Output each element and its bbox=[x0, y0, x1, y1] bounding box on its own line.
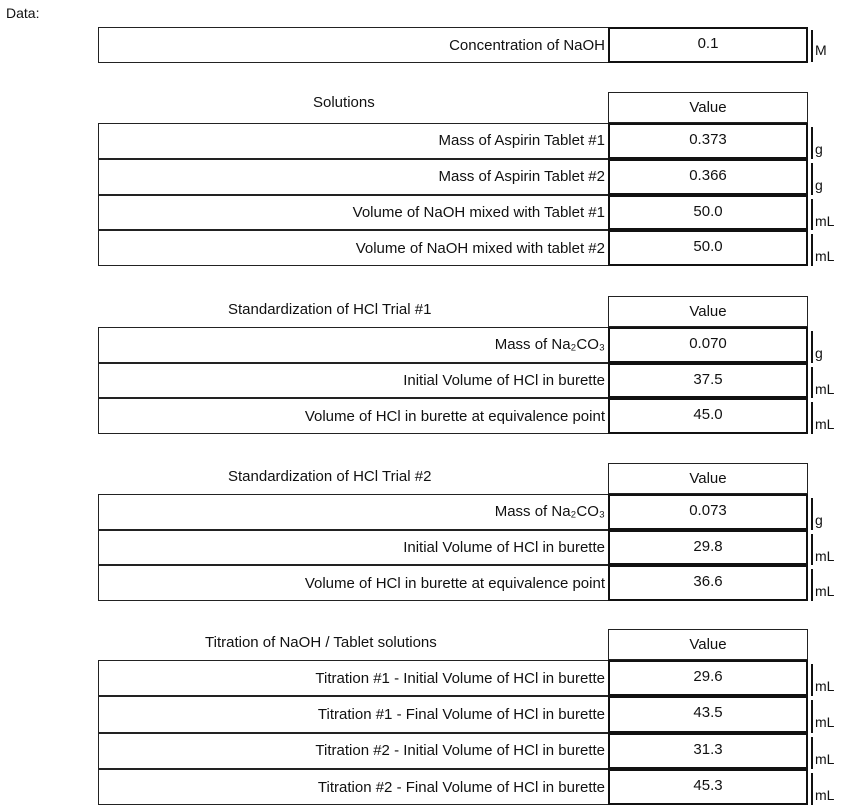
row-value-field[interactable]: 0.366 bbox=[608, 159, 808, 195]
row-label: Mass of Aspirin Tablet #1 bbox=[98, 123, 610, 159]
row-unit: mL bbox=[811, 569, 834, 601]
row-unit: mL bbox=[811, 737, 834, 769]
row-unit: g bbox=[811, 331, 823, 363]
row-label: Volume of HCl in burette at equivalence point bbox=[98, 565, 610, 601]
row-value-field[interactable]: 0.073 bbox=[608, 494, 808, 530]
section-header: Titration of NaOH / Tablet solutions bbox=[205, 634, 437, 651]
value-column-header: Value bbox=[608, 463, 808, 494]
row-unit: g bbox=[811, 163, 823, 195]
row-label: Titration #1 - Initial Volume of HCl in burette bbox=[98, 660, 610, 696]
row-label: Volume of HCl in burette at equivalence point bbox=[98, 398, 610, 434]
row-label: Titration #2 - Initial Volume of HCl in burette bbox=[98, 733, 610, 769]
section-header: Solutions bbox=[313, 94, 375, 111]
data-title: Data: bbox=[6, 5, 40, 21]
row-unit: mL bbox=[811, 234, 834, 266]
row-value-field[interactable]: 37.5 bbox=[608, 363, 808, 399]
row-value-field[interactable]: 31.3 bbox=[608, 733, 808, 769]
concentration-unit: M bbox=[811, 30, 827, 62]
row-label: Mass of Na₂CO₃ bbox=[98, 327, 610, 363]
row-value-field[interactable]: 29.6 bbox=[608, 660, 808, 696]
row-value-field[interactable]: 45.3 bbox=[608, 769, 808, 805]
row-value-field[interactable]: 36.6 bbox=[608, 565, 808, 601]
row-value-field[interactable]: 29.8 bbox=[608, 530, 808, 566]
row-label: Volume of NaOH mixed with Tablet #1 bbox=[98, 195, 610, 231]
row-value-field[interactable]: 0.070 bbox=[608, 327, 808, 363]
row-unit: mL bbox=[811, 199, 834, 231]
row-value-field[interactable]: 43.5 bbox=[608, 696, 808, 732]
section-header: Standardization of HCl Trial #1 bbox=[228, 301, 432, 318]
row-label: Mass of Aspirin Tablet #2 bbox=[98, 159, 610, 195]
row-unit: mL bbox=[811, 534, 834, 566]
row-unit: mL bbox=[811, 367, 834, 399]
value-column-header: Value bbox=[608, 629, 808, 660]
row-unit: mL bbox=[811, 700, 834, 732]
row-unit: mL bbox=[811, 773, 834, 805]
row-unit: mL bbox=[811, 402, 834, 434]
concentration-value-field[interactable]: 0.1 bbox=[608, 27, 808, 63]
row-unit: mL bbox=[811, 664, 834, 696]
row-label: Mass of Na₂CO₃ bbox=[98, 494, 610, 530]
concentration-label: Concentration of NaOH bbox=[98, 27, 610, 63]
row-unit: g bbox=[811, 127, 823, 159]
section-header: Standardization of HCl Trial #2 bbox=[228, 468, 432, 485]
row-label: Titration #1 - Final Volume of HCl in burette bbox=[98, 696, 610, 732]
row-label: Initial Volume of HCl in burette bbox=[98, 363, 610, 399]
value-column-header: Value bbox=[608, 296, 808, 327]
row-value-field[interactable]: 0.373 bbox=[608, 123, 808, 159]
row-value-field[interactable]: 50.0 bbox=[608, 230, 808, 266]
row-label: Volume of NaOH mixed with tablet #2 bbox=[98, 230, 610, 266]
row-value-field[interactable]: 50.0 bbox=[608, 195, 808, 231]
value-column-header: Value bbox=[608, 92, 808, 123]
row-unit: g bbox=[811, 498, 823, 530]
row-label: Initial Volume of HCl in burette bbox=[98, 530, 610, 566]
row-value-field[interactable]: 45.0 bbox=[608, 398, 808, 434]
row-label: Titration #2 - Final Volume of HCl in burette bbox=[98, 769, 610, 805]
